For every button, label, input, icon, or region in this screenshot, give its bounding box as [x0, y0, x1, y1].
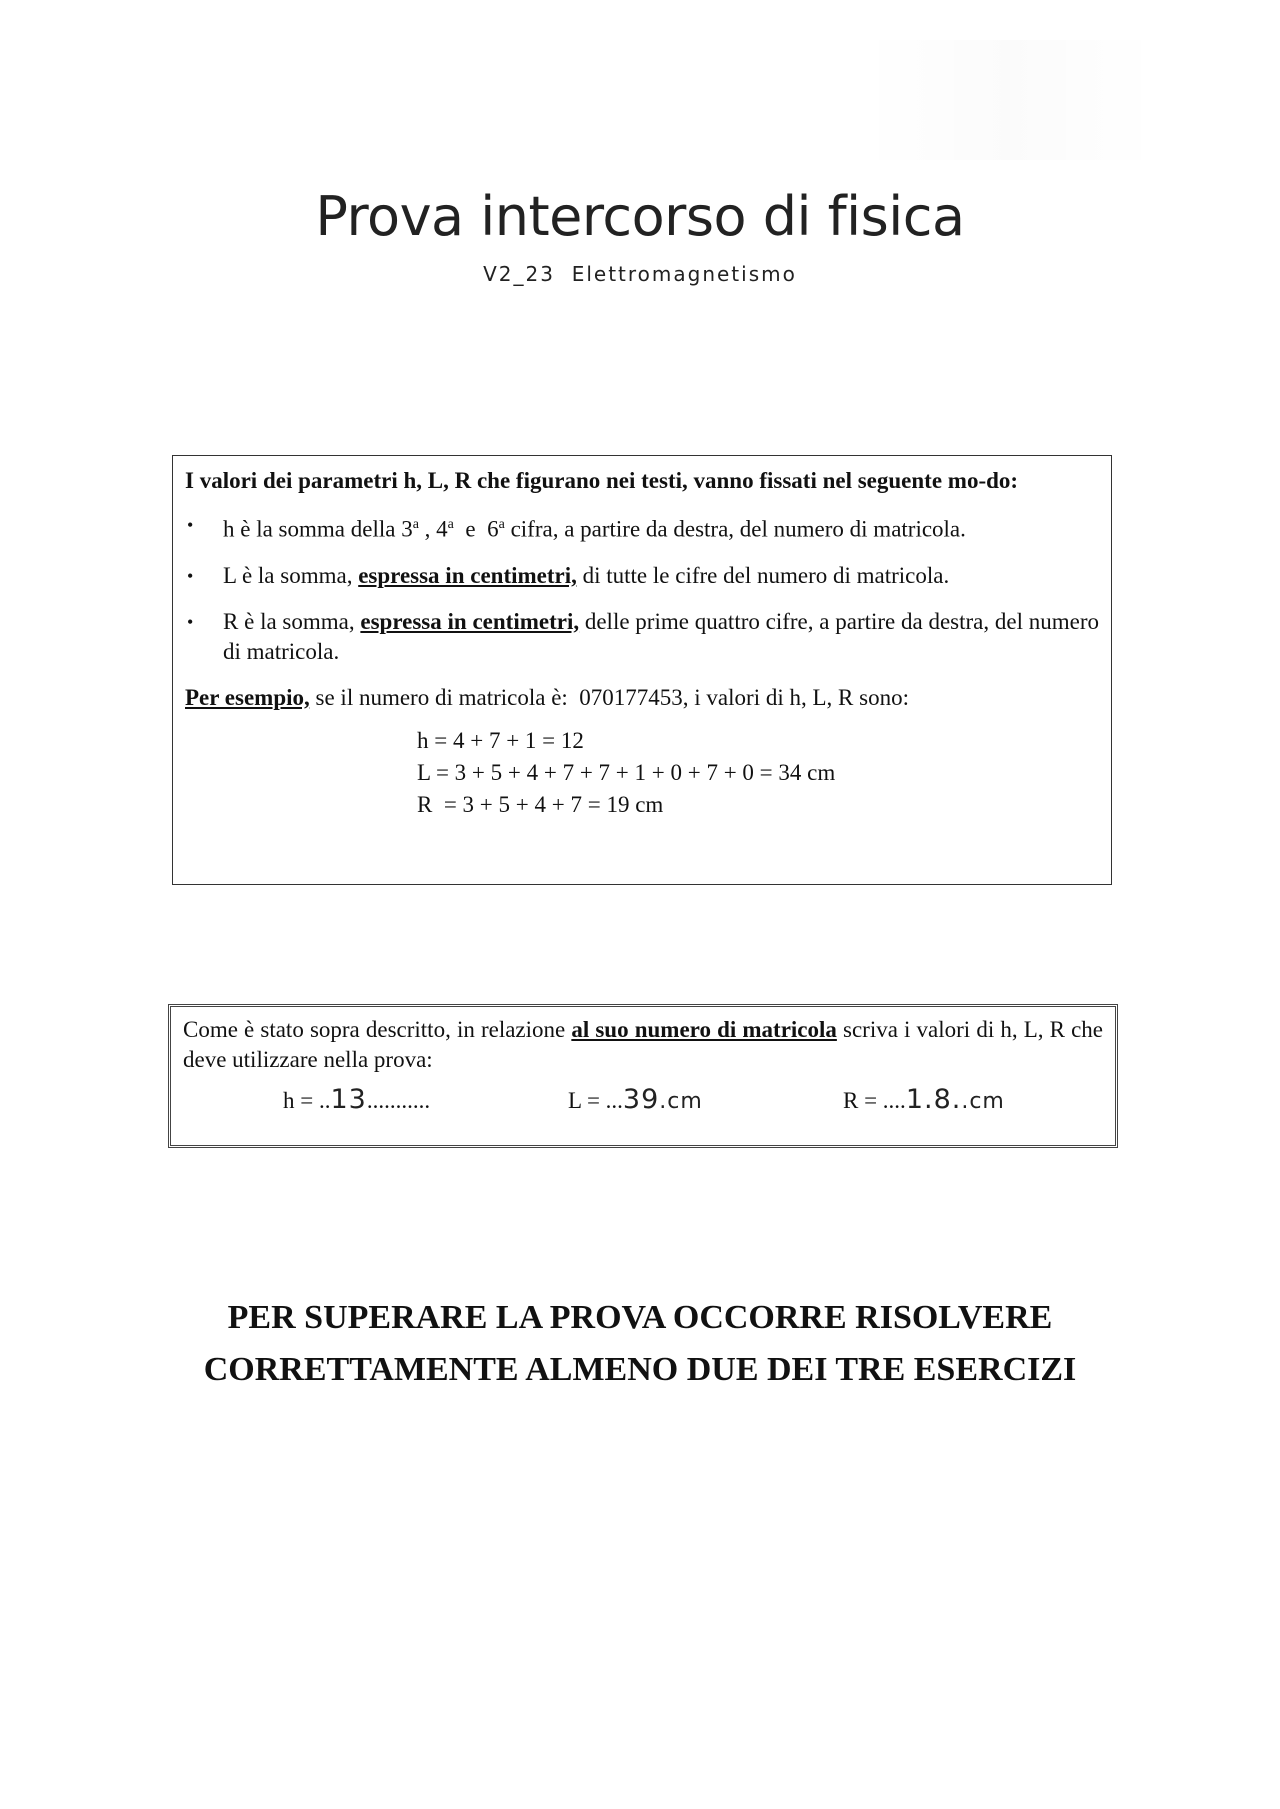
answer-L-field[interactable]	[568, 1085, 703, 1117]
answer-R-unit: .cm	[961, 1089, 1005, 1114]
answer-text-pre: Come è stato sopra descritto, in relazione	[183, 1017, 572, 1042]
bullet-h-sup3: a	[498, 517, 505, 532]
page-title: Prova intercorso di fisica	[315, 185, 965, 248]
example-text: se il numero di matricola è: 070177453, i valori di h, L, R sono:	[309, 684, 909, 710]
bullet-h-mid2: e 6	[453, 516, 499, 542]
bullet-h-post: cifra, a partire da destra, del numero di matricola.	[504, 516, 966, 542]
answer-L-unit: .cm	[659, 1089, 703, 1114]
instructions-intro: I valori dei parametri h, L, R che figurano nei testi, vanno fissati nel seguente mo-do:	[185, 468, 1019, 493]
answer-box	[168, 1004, 1118, 1148]
bullet-L-post: di tutte le cifre del numero di matricola.	[576, 562, 950, 588]
bullet-R-emph: espressa in centimetri,	[360, 608, 580, 634]
answer-R-field[interactable]	[843, 1085, 1005, 1117]
bullet-h-mid1: , 4	[418, 516, 448, 542]
bullet-R	[185, 607, 1099, 667]
formula-h: h = 4 + 7 + 1 = 12	[417, 727, 584, 753]
closing-line-2: CORRETTAMENTE ALMENO DUE DEI TRE ESERCIZI	[203, 1351, 1077, 1388]
bullet-R-pre: R è la somma,	[223, 608, 361, 634]
answer-R-label: R = ....	[843, 1088, 906, 1113]
answer-h-field[interactable]	[283, 1085, 430, 1116]
answer-instructions	[183, 1015, 1103, 1075]
answer-R-value: 1.8.	[905, 1084, 962, 1115]
page-subtitle: V2_23 Elettromagnetismo	[483, 262, 797, 286]
closing-notice	[0, 1292, 1280, 1396]
bullet-h	[185, 510, 1099, 545]
answer-h-value: 13	[330, 1084, 367, 1115]
bullet-h-pre: h è la somma della 3	[223, 516, 413, 542]
scan-artifact	[860, 40, 1160, 160]
answer-text-emph: al suo numero di matricola	[571, 1017, 837, 1042]
example-formulas	[417, 725, 1099, 821]
bullet-L-pre: L è la somma,	[223, 562, 359, 588]
answer-h-dots: ...........	[366, 1088, 431, 1113]
answer-L-value: 39	[622, 1084, 660, 1115]
example-label: Per esempio,	[185, 684, 310, 710]
instructions-box	[172, 455, 1112, 885]
answer-text-post: scriva i valori di h, L, R che deve utilizzare nella prova:	[183, 1017, 1103, 1072]
formula-L: L = 3 + 5 + 4 + 7 + 7 + 1 + 0 + 7 + 0 = 34 cm	[417, 759, 836, 785]
answer-h-label: h = ..	[283, 1088, 331, 1113]
formula-R: R = 3 + 5 + 4 + 7 = 19 cm	[417, 791, 664, 817]
bullet-R-post: delle prime quattro cifre, a partire da destra, del numero di matricola.	[223, 608, 1100, 664]
closing-line-1: PER SUPERARE LA PROVA OCCORRE RISOLVERE	[227, 1299, 1053, 1336]
bullet-h-sup2: a	[447, 517, 454, 532]
bullet-h-sup1: a	[412, 517, 419, 532]
bullet-L	[185, 561, 1099, 591]
bullet-L-emph: espressa in centimetri,	[358, 562, 577, 588]
answer-L-label: L = ...	[568, 1088, 623, 1113]
instructions-list	[185, 510, 1099, 667]
example-line	[185, 683, 1099, 713]
answer-fields	[183, 1085, 1103, 1135]
